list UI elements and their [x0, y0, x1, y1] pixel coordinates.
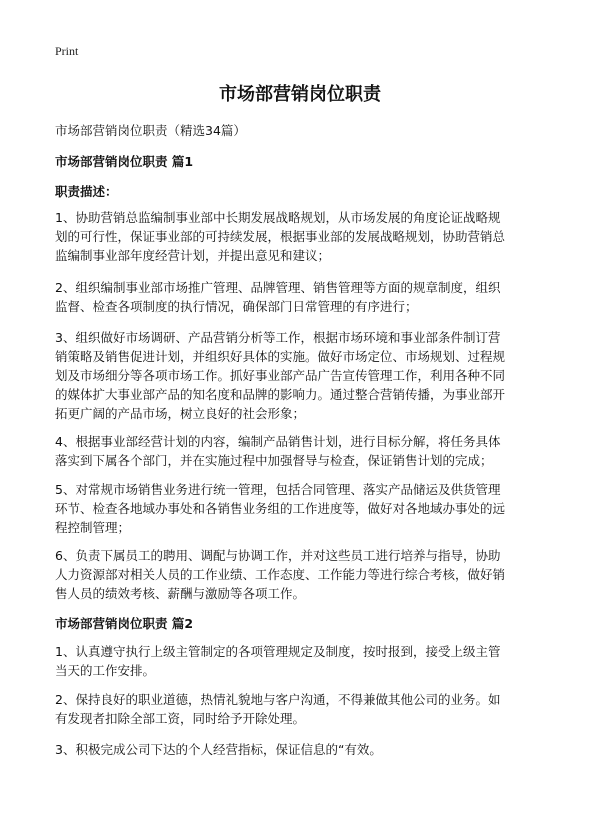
list-item [55, 480, 555, 537]
text-line: 1、认真遵守执行上级主管制定的各项管理规定及制度，按时报到，接受上级主管 [55, 644, 501, 659]
list-item [55, 278, 555, 316]
text-line: 环节、检查各地域办事处和各销售业务组的工作进度等，做好对各地域办事处的远 [55, 501, 506, 516]
text-line: 监督、检查各项制度的执行情况，确保部门日常管理的有序进行； [55, 299, 418, 314]
text-line: 划及市场细分等各项市场工作。抓好事业部产品广告宣传管理工作，利用各种不同 [55, 368, 506, 383]
text-line: 的媒体扩大事业部产品的知名度和品牌的影响力。通过整合营销传播，为事业部开 [55, 387, 506, 402]
text-line: 3、积极完成公司下达的个人经营指标，保证信息的“有效。 [55, 742, 382, 757]
section-heading-2: 市场部营销岗位职责 篇2 [55, 616, 194, 631]
text-line: 5、对常规市场销售业务进行统一管理，包括合同管理、落实产品储运及供货管理 [55, 482, 501, 497]
text-line: 2、保持良好的职业道德，热情礼貌地与客户沟通，不得兼做其他公司的业务。如 [55, 692, 501, 707]
text-line: 当天的工作安排。 [55, 663, 156, 678]
page-title: 市场部营销岗位职责 [219, 84, 381, 105]
list-item [55, 432, 555, 470]
print-label[interactable]: Print [55, 44, 79, 58]
text-line: 4、根据事业部经营计划的内容，编制产品销售计划，进行目标分解，将任务具体 [55, 434, 501, 449]
list-item [55, 642, 555, 680]
list-item [55, 546, 555, 603]
text-line: 3、组织做好市场调研、产品营销分析等工作，根据市场环境和事业部条件制订营 [55, 330, 501, 345]
list-item [55, 690, 555, 728]
text-line: 2、组织编制事业部市场推广管理、品牌管理、销售管理等方面的规章制度，组织 [55, 280, 501, 295]
text-line: 划的可行性，保证事业部的可持续发展，根据事业部的发展战略规划，协助营销总 [55, 229, 506, 244]
text-line: 6、负责下属员工的聘用、调配与协调工作，并对这些员工进行培养与指导，协助 [55, 548, 501, 563]
text-line: 销策略及销售促进计划，并组织好具体的实施。做好市场定位、市场规划、过程规 [55, 349, 506, 364]
document-subtitle: 市场部营销岗位职责（精选34篇） [55, 123, 246, 138]
list-item [55, 740, 555, 759]
text-line: 人力资源部对相关人员的工作业绩、工作态度、工作能力等进行综合考核，做好销 [55, 567, 506, 582]
section-heading-1: 市场部营销岗位职责 篇1 [55, 154, 194, 169]
text-line: 监编制事业部年度经营计划，并提出意见和建议； [55, 248, 331, 263]
text-line: 有发现者扣除全部工资，同时给予开除处理。 [55, 711, 306, 726]
list-item [55, 208, 555, 265]
text-line: 1、协助营销总监编制事业部中长期发展战略规划，从市场发展的角度论证战略规 [55, 210, 501, 225]
text-line: 程控制管理； [55, 520, 131, 535]
text-line: 售人员的绩效考核、薪酬与激励等各项工作。 [55, 586, 306, 601]
section-subheading: 职责描述： [55, 184, 118, 199]
text-line: 拓更广阔的产品市场，树立良好的社会形象； [55, 406, 306, 421]
list-item [55, 328, 555, 423]
text-line: 落实到下属各个部门，并在实施过程中加强督导与检查，保证销售计划的完成； [55, 453, 493, 468]
